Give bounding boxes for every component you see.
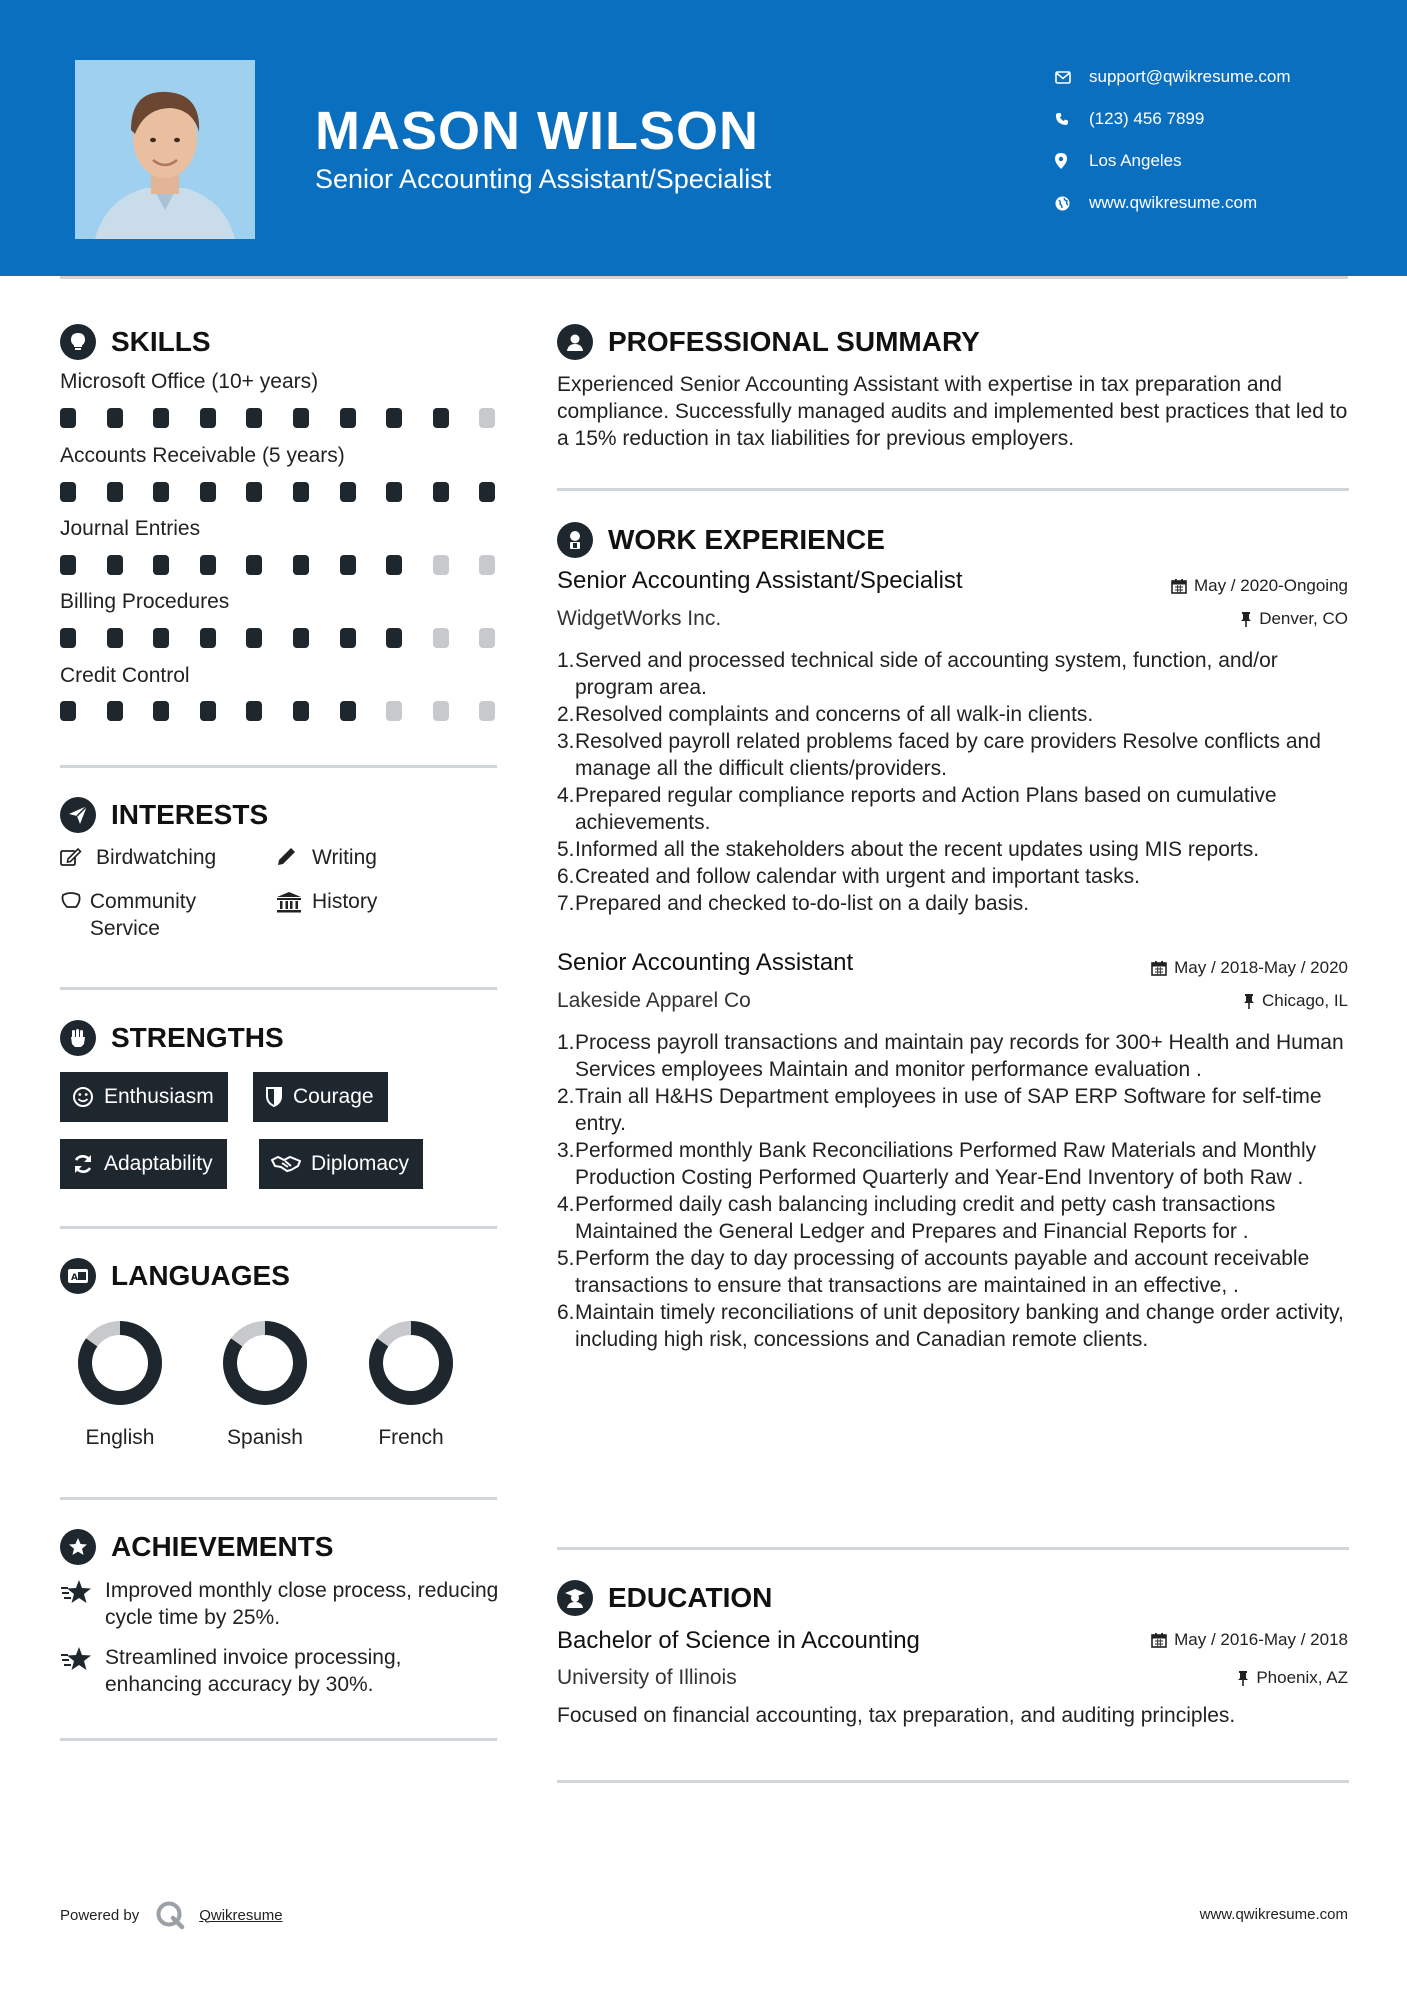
duty-text: Process payroll transactions and maintain pay records for 300+ Health and Human Services employees Maintain and monitor performance evaluation . [575, 1031, 1344, 1081]
strength-label: Enthusiasm [104, 1085, 214, 1108]
duty-item: 4. Performed daily cash balancing including credit and petty cash transactions Maintained the General Ledger and Prepares and Financial Reports for . [557, 1193, 1276, 1243]
job-location [1240, 609, 1348, 629]
skill-dot [153, 628, 169, 648]
job-duties [557, 647, 1352, 917]
contact-location [1055, 140, 1291, 182]
strength-chip [259, 1139, 423, 1189]
summary-text: Experienced Senior Accounting Assistant with expertise in tax preparation and compliance. Successfully managed audits and implemented best practices that led to a 15% reduction in tax liabilities for previous employers. [557, 373, 1348, 450]
duty-text: Maintain timely reconciliations of unit depository banking and change order activity, including high risk, concessions and Canadian remote clients. [575, 1301, 1344, 1351]
section-divider [60, 765, 497, 768]
star-icon [60, 1644, 105, 1679]
skill-label: Accounts Receivable (5 years) [60, 444, 345, 467]
edit-icon [60, 844, 96, 867]
section-divider [60, 987, 497, 990]
duty-item: 6. Maintain timely reconciliations of unit depository banking and change order activity, including high risk, concessions and Canadian remote clients. [557, 1301, 1344, 1351]
language-rings [60, 1318, 500, 1418]
job-location-text: Denver, CO [1259, 609, 1348, 628]
duty-item: 1. Served and processed technical side of accounting system, function, and/or program area. [557, 649, 1278, 699]
skill-dot [246, 555, 262, 575]
lightbulb-icon [60, 324, 96, 360]
duty-item: 6. Created and follow calendar with urgent and important tasks. [557, 865, 1140, 888]
interest-item [276, 844, 377, 871]
achievement-text: Improved monthly close process, reducing cycle time by 25%. [105, 1579, 499, 1629]
skill-dot [60, 408, 76, 428]
skill-dot [479, 482, 495, 502]
graduate-icon [557, 1580, 593, 1616]
skill-dot [340, 555, 356, 575]
duty-item: 3. Resolved payroll related problems faced by care providers Resolve conflicts and manage all the difficult clients/providers. [557, 730, 1321, 780]
star-icon [60, 1577, 105, 1612]
experience-heading-text: WORK EXPERIENCE [608, 524, 885, 555]
school-name: University of Illinois [557, 1666, 737, 1689]
skill-dot [293, 482, 309, 502]
skill-dot [200, 628, 216, 648]
duty-text: Train all H&HS Department employees in use of SAP ERP Software for self-time entry. [575, 1085, 1322, 1135]
skill-dot [293, 701, 309, 721]
duty-text: Performed monthly Bank Reconciliations Performed Raw Materials and Monthly Production Costing Performed Quarterly and Year-End Inventory of both Raw . [575, 1139, 1317, 1189]
duty-text: Resolved complaints and concerns of all walk-in clients. [575, 703, 1094, 726]
skill-dot [386, 408, 402, 428]
shield-icon [265, 1086, 283, 1108]
skill-dot [246, 701, 262, 721]
achievement-text: Streamlined invoice processing, enhancing accuracy by 30%. [105, 1646, 402, 1696]
skill-rating [60, 701, 500, 721]
skill-dot [60, 628, 76, 648]
skill-label: Credit Control [60, 664, 190, 687]
duty-text: Resolved payroll related problems faced by care providers Resolve conflicts and manage all the difficult clients/providers. [575, 730, 1321, 780]
smile-icon [72, 1086, 94, 1108]
contact-list [1055, 56, 1291, 224]
skill-rating [60, 628, 500, 648]
job-dates-text: May / 2020-Ongoing [1193, 576, 1348, 595]
skill-dot [340, 701, 356, 721]
strength-chip [60, 1139, 227, 1189]
skill-dot [433, 408, 449, 428]
section-divider [557, 1780, 1349, 1783]
calendar-icon [1171, 578, 1187, 594]
interests-heading [60, 797, 268, 833]
profile-photo [75, 60, 255, 239]
candidate-name: MASON WILSON [315, 101, 759, 161]
education-heading [557, 1580, 772, 1616]
strength-chip [60, 1072, 228, 1122]
strength-label: Adaptability [104, 1152, 213, 1175]
calendar-icon [1151, 960, 1167, 976]
skill-dot [246, 408, 262, 428]
company-name: WidgetWorks Inc. [557, 607, 722, 630]
section-divider [60, 1226, 497, 1229]
skill-dot [60, 482, 76, 502]
skill-dot [293, 628, 309, 648]
duty-item: 5. Informed all the stakeholders about the recent updates using MIS reports. [557, 838, 1260, 861]
skill-rating [60, 482, 500, 502]
skill-dot [153, 555, 169, 575]
header-divider [60, 276, 1348, 279]
skill-dot [107, 408, 123, 428]
summary-heading [557, 324, 980, 360]
education-description: Focused on financial accounting, tax preparation, and auditing principles. [557, 1704, 1236, 1727]
achievement-item [60, 1644, 500, 1698]
job-location-text: Chicago, IL [1262, 991, 1348, 1010]
education-location-text: Phoenix, AZ [1256, 1668, 1348, 1687]
job-duties [557, 1029, 1352, 1353]
phone-icon [1055, 112, 1089, 126]
job-dates-text: May / 2018-May / 2020 [1174, 958, 1348, 977]
duty-text: Informed all the stakeholders about the recent updates using MIS reports. [575, 838, 1260, 861]
skill-dot [153, 701, 169, 721]
resume-header [0, 0, 1407, 276]
achievements-heading-text: ACHIEVEMENTS [111, 1531, 334, 1562]
duty-item: 5. Perform the day to day processing of accounts payable and account receivable transactions to ensure that transactions are maintained in an effective, . [557, 1247, 1310, 1297]
duty-text: Prepared regular compliance reports and Action Plans based on cumulative achievements. [575, 784, 1277, 834]
education-dates [1151, 1630, 1348, 1650]
skill-dot [433, 701, 449, 721]
skill-dot [60, 701, 76, 721]
map-pin-icon [1055, 153, 1089, 169]
refresh-icon [72, 1153, 94, 1175]
skill-dot [479, 628, 495, 648]
language-label: English [85, 1426, 155, 1449]
skill-dot [479, 555, 495, 575]
duty-item: 2. Resolved complaints and concerns of all walk-in clients. [557, 703, 1094, 726]
company-name: Lakeside Apparel Co [557, 989, 751, 1012]
skill-dot [107, 701, 123, 721]
skill-dot [153, 482, 169, 502]
pencil-icon [276, 844, 312, 867]
strength-label: Diplomacy [311, 1152, 410, 1175]
interest-item [276, 888, 377, 915]
skill-rating [60, 555, 500, 575]
skill-dot [153, 408, 169, 428]
interest-item [60, 888, 260, 942]
museum-icon [276, 888, 312, 913]
skill-rating [60, 408, 500, 428]
duty-text: Created and follow calendar with urgent and important tasks. [575, 865, 1140, 888]
language-icon [60, 1258, 96, 1294]
language-label: French [378, 1426, 444, 1449]
qwikresume-logo-icon [155, 1900, 185, 1930]
contact-location-text: Los Angeles [1089, 151, 1182, 170]
duty-text: Performed daily cash balancing including credit and petty cash transactions Maintained the General Ledger and Prepares and Financial Reports for . [575, 1193, 1276, 1243]
strength-chip [253, 1072, 388, 1122]
skill-dot [107, 555, 123, 575]
globe-icon [1055, 196, 1089, 211]
skill-dot [200, 408, 216, 428]
footer-powered-by [60, 1900, 283, 1930]
raised-fist-icon [60, 1020, 96, 1056]
section-divider [60, 1497, 497, 1500]
contact-email[interactable] [1055, 56, 1291, 98]
education-dates-text: May / 2016-May / 2018 [1174, 1630, 1348, 1649]
degree-title: Bachelor of Science in Accounting [557, 1627, 920, 1654]
experience-heading [557, 522, 885, 558]
skill-dot [479, 701, 495, 721]
skill-dot [433, 628, 449, 648]
skill-dot [386, 628, 402, 648]
section-divider [557, 1547, 1349, 1550]
duty-item: 1. Process payroll transactions and maintain pay records for 300+ Health and Human Services employees Maintain and monitor performance evaluation . [557, 1031, 1344, 1081]
languages-heading [60, 1258, 290, 1294]
section-divider [60, 1738, 497, 1741]
skill-dot [60, 555, 76, 575]
star-badge-icon [60, 1529, 96, 1565]
duty-text: Perform the day to day processing of accounts payable and account receivable transactions to ensure that transactions are maintained in an effective, . [575, 1247, 1310, 1297]
summary-heading-text: PROFESSIONAL SUMMARY [608, 326, 980, 357]
calendar-icon [1151, 1632, 1167, 1648]
skill-dot [479, 408, 495, 428]
skill-dot [200, 701, 216, 721]
language-label: Spanish [227, 1426, 303, 1449]
achievements-heading [60, 1529, 333, 1565]
contact-email-text: support@qwikresume.com [1089, 67, 1291, 86]
job-location [1243, 991, 1348, 1011]
job-dates [1171, 576, 1348, 596]
interest-label: Birdwatching [96, 846, 217, 869]
strength-label: Courage [293, 1085, 374, 1108]
section-divider [557, 488, 1349, 491]
candidate-title: Senior Accounting Assistant/Specialist [315, 164, 772, 194]
skill-dot [246, 482, 262, 502]
languages-heading-text: LANGUAGES [111, 1260, 290, 1291]
duty-text: Served and processed technical side of accounting system, function, and/or program area. [575, 649, 1278, 699]
strengths-heading-text: STRENGTHS [111, 1022, 284, 1053]
pushpin-icon [1237, 1670, 1249, 1686]
footer-website[interactable]: www.qwikresume.com [1199, 1906, 1348, 1923]
paper-plane-icon [60, 797, 96, 833]
skill-dot [340, 628, 356, 648]
skills-heading [60, 324, 211, 360]
job-dates [1151, 958, 1348, 978]
handshake-icon [271, 1154, 301, 1174]
skill-dot [246, 628, 262, 648]
skill-dot [107, 482, 123, 502]
skill-dot [386, 701, 402, 721]
job-title: Senior Accounting Assistant [557, 949, 854, 976]
skill-dot [433, 555, 449, 575]
contact-phone[interactable] [1055, 98, 1291, 140]
interest-label: Community Service [89, 890, 197, 940]
svg-text:A: A [71, 1273, 78, 1283]
education-heading-text: EDUCATION [608, 1582, 773, 1613]
briefcase-user-icon [557, 522, 593, 558]
skill-dot [107, 628, 123, 648]
skill-dot [200, 482, 216, 502]
duty-item: 4. Prepared regular compliance reports and Action Plans based on cumulative achievements. [557, 784, 1277, 834]
skill-dot [200, 555, 216, 575]
strengths-heading [60, 1020, 284, 1056]
skill-label: Journal Entries [60, 517, 201, 540]
interest-label: Writing [312, 846, 377, 869]
hand-icon [60, 888, 90, 911]
powered-by-text: Powered by [60, 1906, 140, 1924]
pushpin-icon [1243, 993, 1255, 1009]
pushpin-icon [1240, 611, 1252, 627]
skill-dot [386, 555, 402, 575]
duty-item: 7. Prepared and checked to-do-list on a daily basis. [557, 892, 1030, 915]
skill-dot [386, 482, 402, 502]
skill-dot [433, 482, 449, 502]
contact-phone-text: (123) 456 7899 [1089, 109, 1205, 128]
skill-dot [340, 408, 356, 428]
duty-text: Prepared and checked to-do-list on a daily basis. [575, 892, 1030, 915]
qwikresume-link[interactable]: Qwikresume [199, 1906, 283, 1924]
skills-heading-text: SKILLS [111, 326, 211, 357]
duty-item: 3. Performed monthly Bank Reconciliations Performed Raw Materials and Monthly Production Costing Performed Quarterly and Year-End Inventory of both Raw . [557, 1139, 1317, 1189]
envelope-icon [1055, 71, 1089, 84]
education-location [1237, 1668, 1348, 1688]
skill-dot [293, 408, 309, 428]
interest-item [60, 844, 216, 871]
skill-dot [293, 555, 309, 575]
skill-label: Billing Procedures [60, 590, 230, 613]
skill-dot [340, 482, 356, 502]
job-title: Senior Accounting Assistant/Specialist [557, 567, 963, 594]
duty-item: 2. Train all H&HS Department employees in use of SAP ERP Software for self-time entry. [557, 1085, 1322, 1135]
contact-website-text: www.qwikresume.com [1089, 193, 1258, 212]
achievement-item [60, 1577, 500, 1631]
interests-heading-text: INTERESTS [111, 799, 269, 830]
user-icon [557, 324, 593, 360]
contact-website[interactable] [1055, 182, 1291, 224]
skill-label: Microsoft Office (10+ years) [60, 370, 319, 393]
interest-label: History [312, 890, 378, 913]
